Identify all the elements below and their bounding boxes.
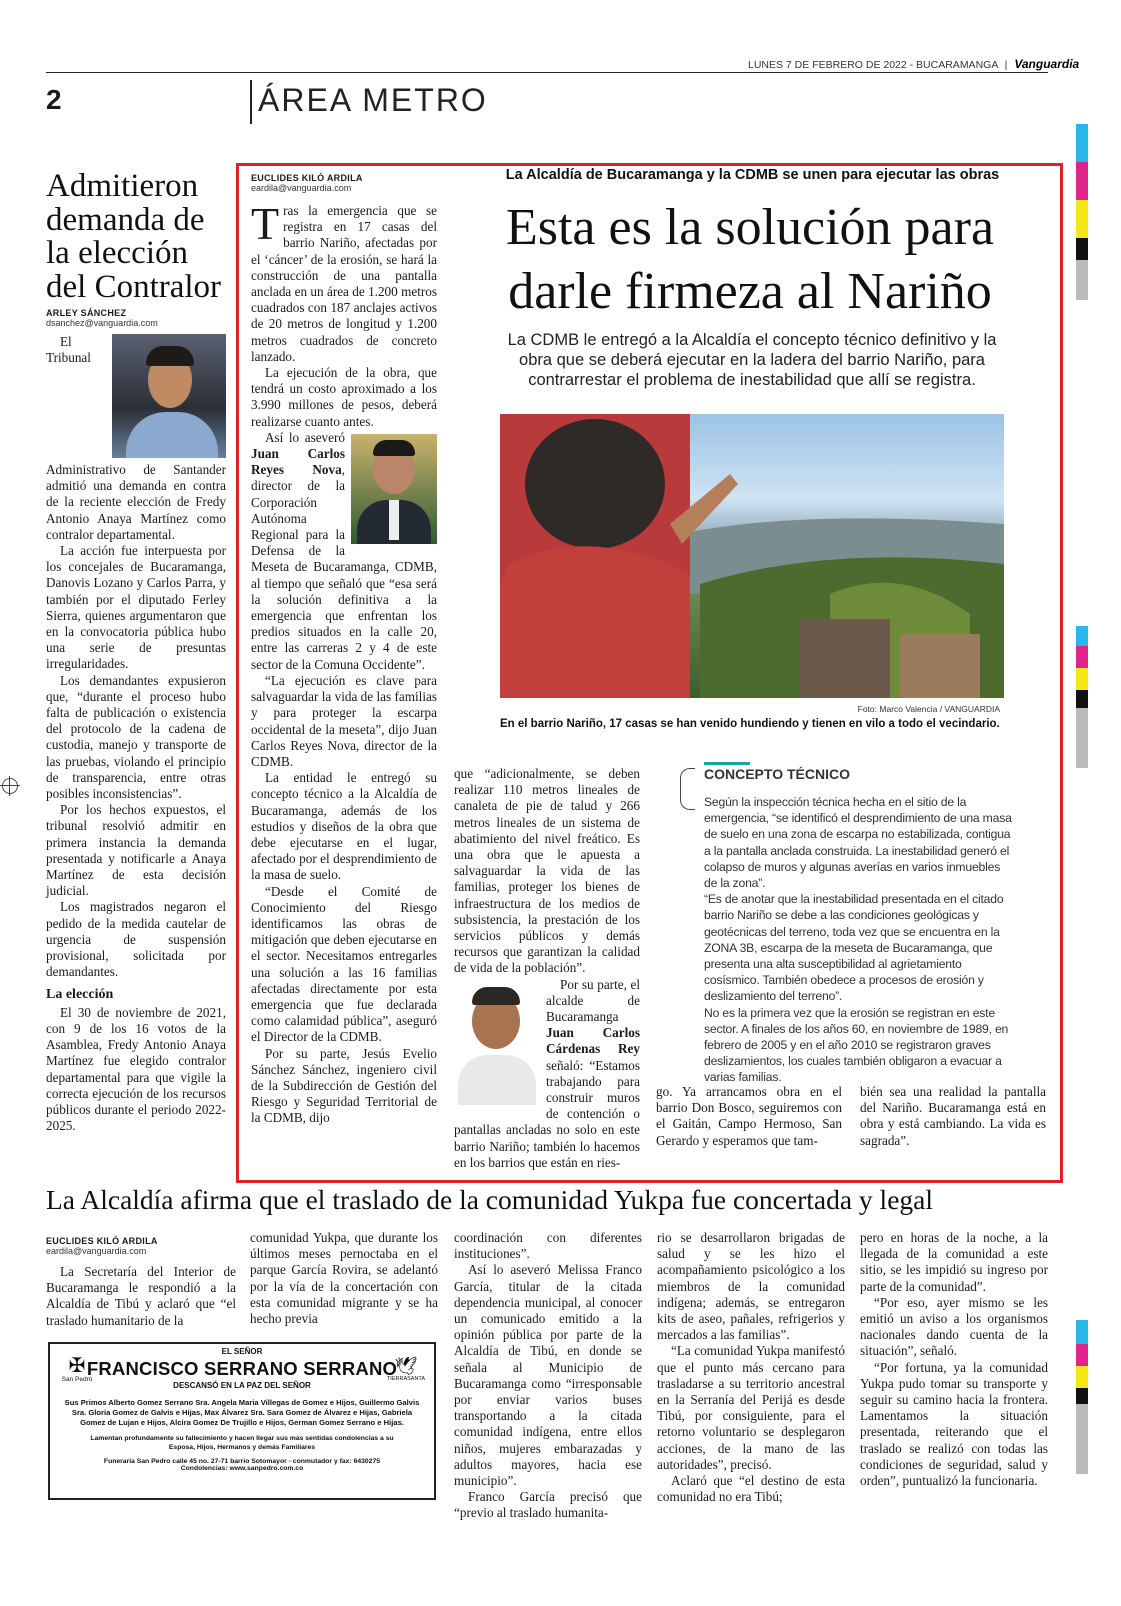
left-body: [46, 334, 226, 1134]
header-rule: [46, 72, 1048, 73]
main-photo: [500, 414, 1004, 698]
left-email: dsanchez@vanguardia.com: [46, 318, 158, 328]
section-divider: [250, 80, 252, 124]
bottom-paragraph: Así lo aseveró Melissa Franco García, titular de la citada dependencia municipal, al conocer un comunicado emitido a la opinión pública por parte de la Alcaldía de Tibú, en donde se señala al Municipio de Bucaramanga como “irresponsable por enviar varios buses transportando a la citada comunidad indígena, entre ellos niños, mujeres embarazadas y adultos mayores, hacia ese municipio”.: [454, 1262, 642, 1489]
photo-caption: En el barrio Nariño, 17 casas se han venido hundiendo y tienen en vilo a todo el vecindario.: [500, 718, 1000, 730]
main-column-4: [860, 1084, 1046, 1149]
left-paragraph: El 30 de noviembre de 2021, con 9 de los 16 votos de la Asamblea, Fredy Antonio Anaya Martínez fue elegido contralor departamental para que vigile la correcta ejecución de los recursos públicos durante el periodo 2022-2025.: [46, 1004, 226, 1134]
bottom-column-2: [250, 1230, 438, 1327]
gray-swatch: [1076, 1404, 1088, 1474]
left-subhead: La elección: [46, 986, 114, 1002]
obituary-family: Sus Primos Alberto Gomez Serrano Sra. Angela Maria Villegas de Gomez e Hijos, Guillermo Galvis Sra. Gloria Gomez de Galvis e Hijas, Max Álvarez Sra. Sara Gomez de Álvarez e Hijas, Gabriela Gomez de Lujan e Hijos, Alcira Gomez De Trujillo e Hijos, German Gomez Serrano e Hijas.: [64, 1398, 420, 1427]
cyan-swatch: [1076, 1320, 1088, 1344]
yellow-swatch: [1076, 200, 1088, 238]
bottom-column-1: [46, 1264, 236, 1329]
obituary-notice: [48, 1342, 436, 1500]
cyan-swatch: [1076, 626, 1088, 646]
main-text: Por su parte, el alcalde de Bucaramanga: [546, 976, 640, 1025]
obituary-condolences: Condolencias: www.sanpedro.com.co: [180, 1465, 304, 1472]
main-paragraph: “Desde el Comité de Conocimiento del Riesgo identificamos las obras de mitigación que deben ejecutarse en el sector. Necesitamos entregarles una solución a las 16 familias afectadas directamente por esta emergencia que fue declarada como calamidad pública”, aseguró el Director de la CDMB.: [251, 883, 437, 1045]
cemetery-logo-label: TIERRASANTA: [386, 1376, 426, 1382]
main-text: señaló: “Estamos trabajando para construir muros de contención o pantallas ancladas no solo en este barrio Nariño; también lo hacemos en los barrios que están en ries-: [454, 1057, 640, 1170]
black-swatch: [1076, 238, 1088, 260]
left-paragraph: El Tribunal Administrativo de Santander admitió una demanda en contra de la reciente elección de Fredy Antonio Anaya Martínez como contralor departamental.: [46, 334, 226, 542]
main-paragraph: bién sea una realidad la pantalla del Nariño. Bucaramanga está en obra y está cambiando. La vida es sagrada”.: [860, 1084, 1046, 1148]
yellow-swatch: [1076, 668, 1088, 690]
section-title: ÁREA METRO: [258, 82, 488, 118]
main-column-1: [251, 198, 437, 1127]
magenta-swatch: [1076, 646, 1088, 668]
main-paragraph: go. Ya arrancamos obra en el barrio Don Bosco, seguiremos con el Gaitán, Campo Hermoso, San Gerardo y esperamos que tam-: [656, 1084, 842, 1148]
concept-box-rule: [704, 762, 750, 765]
bottom-paragraph: “Por fortuna, ya la comunidad Yukpa pudo tomar su transporte y seguir su camino hacia la frontera. Lamentamos la situación presentada, reiterando que el traslado se realizó con todas las condiciones de seguridad, salud y orden”, puntualizó la funcionaria.: [860, 1359, 1048, 1489]
concept-box-title: CONCEPTO TÉCNICO: [704, 766, 850, 782]
person-name: Juan Carlos Cárdenas Rey: [546, 1025, 640, 1057]
bottom-paragraph: coordinación con diferentes instituciones”.: [454, 1230, 642, 1262]
left-author: ARLEY SÁNCHEZ: [46, 308, 127, 318]
main-headline: Esta es la solución para darle firmeza al Nariño: [505, 199, 995, 320]
concept-box-body: [704, 794, 1012, 1086]
bottom-paragraph: Aclaró que “el destino de esta comunidad no era Tibú;: [657, 1473, 845, 1505]
bottom-paragraph: pero en horas de la noche, a la llegada de la comunidad a este sitio, se les impidió su ingreso por parte de la comunidad”.: [860, 1230, 1048, 1294]
left-headline: Admitieron demanda de la elección del Contralor: [46, 168, 222, 305]
bottom-email: eardila@vanguardia.com: [46, 1246, 147, 1256]
color-registration-bar: [1076, 626, 1088, 768]
brand-logo: Vanguardia: [1014, 57, 1080, 71]
magenta-swatch: [1076, 162, 1088, 200]
obituary-name: FRANCISCO SERRANO SERRANO: [86, 1358, 398, 1379]
main-author: EUCLIDES KILÓ ARDILA: [251, 173, 363, 183]
main-paragraph: “La ejecución es clave para salvaguardar la vida de las familias y para proteger la escarpa occidental de la meseta”, dijo Juan Carlos Reyes Nova, director de la CDMB.: [251, 672, 437, 769]
date-line: [748, 57, 1079, 71]
yellow-swatch: [1076, 1366, 1088, 1388]
header-separator: |: [1004, 59, 1008, 71]
bottom-paragraph: rio se desarrollaron brigadas de salud y se les hizo el acompañamiento psicológico a los miembros de la comunidad indígena; además, se entregaron kits de aseo, pañales, refrigerios y mercados a las familias”.: [657, 1230, 845, 1343]
concept-box: [672, 760, 1012, 1086]
bottom-paragraph: “La comunidad Yukpa manifestó que el punto más cercano para trasladarse a su territorio ancestral en la Serranía del Perijá es desde Tibú, por consiguiente, para el retorno voluntario se desplegaron acciones, de la mano de las autoridades”, precisó.: [657, 1343, 845, 1472]
color-registration-bar: [1076, 1320, 1088, 1474]
bottom-paragraph: La Secretaría del Interior de Bucaramanga le respondió a la Alcaldía de Tibú y aclaró que “el traslado humanitario de la: [46, 1264, 236, 1328]
main-deck: La CDMB le entregó a la Alcaldía el concepto técnico definitivo y la obra que se deberá ejecutar en la ladera del barrio Nariño, para contrarrestar el problema de inestabilidad que allí se registra.: [507, 331, 997, 389]
dove-icon: 🕊: [394, 1356, 418, 1376]
black-swatch: [1076, 690, 1088, 708]
main-paragraph: que “adicionalmente, se deben realizar 110 metros lineales de canaleta de pie de talud y 266 metros lineales de un sistema de abatimiento del nivel freático. Es una obra que le apuesta a salvaguardar la vida de las familias, proteger los bienes de infraestructura de los medios de subsistencia, la prestación de los servicios públicos y demás recursos que garantizan la calidad de vida de la población”.: [454, 766, 640, 976]
concept-paragraph: No es la primera vez que la erosión se registran en este sector. A finales de los años 60, en noviembre de 1989, en febrero de 2005 y en el año 2010 se registraron graves deslizamientos, los cuales también obligaron a evacuar a varias familias.: [704, 1005, 1009, 1085]
gray-swatch: [1076, 708, 1088, 768]
cross-icon: ✠: [68, 1355, 86, 1377]
drop-cap: T: [251, 198, 280, 249]
funeral-home-logo-label: San Pedro: [61, 1376, 93, 1383]
obituary-top: EL SEÑOR: [221, 1347, 263, 1356]
page-number: 2: [46, 84, 62, 115]
obituary-rest: DESCANSÓ EN LA PAZ DEL SEÑOR: [173, 1381, 311, 1390]
portrait-photo: [112, 334, 226, 458]
main-column-3: [656, 1084, 842, 1149]
left-paragraph: Los magistrados negaron el pedido de la medida cautelar de urgencia de suspensión provisional, solicitada por demandantes.: [46, 899, 226, 980]
photo-scene: [500, 414, 1004, 698]
bottom-headline: La Alcaldía afirma que el traslado de la comunidad Yukpa fue concertada y legal: [46, 1184, 933, 1215]
main-text: Así lo aseveró: [265, 429, 345, 445]
director-portrait: [351, 434, 437, 544]
cyan-swatch: [1076, 124, 1088, 162]
bottom-paragraph: Franco García precisó que “previo al traslado humanita-: [454, 1489, 642, 1521]
person-name: Juan Carlos Reyes Nova: [251, 446, 345, 478]
main-first-paragraph: [251, 198, 437, 365]
mayor-portrait: [454, 981, 540, 1105]
concept-paragraph: “Es de anotar que la inestabilidad presentada en el citado barrio Nariño se debe a las condiciones geológicas y geotécnicas del terreno, toda vez que se encuentra en la ZONA 3B, escarpa de la meseta de Bucaramanga, que presenta una alta susceptibilidad al agrietamiento cosísmico. También obedece a procesos de erosión y deslizamiento del terreno”.: [704, 892, 1004, 1004]
concept-box-brace: [680, 768, 695, 810]
left-paragraph: Por los hechos expuestos, el tribunal resolvió admitir en primera instancia la demanda presentada y notificarle a Anaya Martínez de esta decisión judicial.: [46, 802, 226, 899]
bottom-column-4: [657, 1230, 845, 1505]
obituary-logo-right: [386, 1356, 426, 1382]
left-article: [46, 170, 226, 1134]
bottom-paragraph: comunidad Yukpa, que durante los últimos meses pernoctaba en el parque García Rovira, se adelantó por la vía de la concertación con esta comunidad migrante y se ha hecho previa: [250, 1230, 438, 1327]
left-paragraph: Los demandantes expusieron que, “durante el proceso hubo falta de publicación o existencia del protocolo de la cadena de custodia, manejo y transporte de las pruebas, violando el principio de transparencia, entre otras posibles inconsistencias”.: [46, 672, 226, 802]
gray-swatch: [1076, 260, 1088, 300]
main-email: eardila@vanguardia.com: [251, 183, 352, 193]
main-kicker: La Alcaldía de Bucaramanga y la CDMB se unen para ejecutar las obras: [505, 167, 1000, 183]
obituary-logo-left: [60, 1356, 94, 1383]
bottom-column-3: [454, 1230, 642, 1522]
main-paragraph: La ejecución de la obra, que tendrá un costo aproximado a los 3.990 millones de pesos, deberá realizarse cuanto antes.: [251, 365, 437, 429]
magenta-swatch: [1076, 1344, 1088, 1366]
main-paragraph: La entidad le entregó su concepto técnico a la Alcaldía de Bucaramanga, además de los estudios y diseños de la obra que debe ejecutarse en el lugar, afectado por el desprendimiento de la masa de suelo.: [251, 770, 437, 883]
main-lead-text: ras la emergencia que se registra en 17 casas del barrio Nariño, afectadas por el ‘cáncer’ de la erosión, se hará la construcción de una pantalla anclada en un área de 1.200 metros cuadrados con 187 anclajes activos de 20 metros de longitud y 1.200 metros cuadrados de concreto lanzado.: [251, 203, 437, 364]
obituary-funeral: Funeraria San Pedro calle 45 no. 27-71 barrio Sotomayor - conmutador y fax: 6430275: [103, 1458, 381, 1465]
date-text: LUNES 7 DE FEBRERO DE 2022 - BUCARAMANGA: [748, 59, 998, 71]
main-text: , director de la Corporación Autónoma Regional para la Defensa de la Meseta de Bucaramanga, CDMB, al tiempo que señaló que “esa será la solución definitiva a la emergencia que enfrentan los predios situados en la calle 20, entre las carreras 2 y 4 de este sector de la Comuna Occidente”.: [251, 462, 437, 672]
bottom-byline: [46, 1236, 158, 1256]
main-paragraph: Por su parte, Jesús Evelio Sánchez Sánchez, ingeniero civil de la Subdirección de Gestión del Riesgo y Seguridad Territorial de la CDMB, dijo: [251, 1045, 437, 1126]
left-paragraph: La acción fue interpuesta por los concejales de Bucaramanga, Danovis Lozano y Carlos Parra, y también por el diputado Ferley Sierra, quienes argumentaron que en la convocatoria pública hubo una serie de presuntas irregularidades.: [46, 543, 226, 672]
bottom-column-5: [860, 1230, 1048, 1489]
crosshair-icon: [2, 778, 18, 794]
color-registration-bar: [1076, 124, 1088, 300]
bottom-paragraph: “Por eso, ayer mismo se les emitió un aviso a los organismos nacionales dando cuenta de la situación”, señaló.: [860, 1294, 1048, 1359]
main-column-2: [454, 766, 640, 1171]
concept-paragraph: Según la inspección técnica hecha en el sitio de la emergencia, “se identificó el desprendimiento de una masa de suelo en una zona de escarpa no estabilizada, contigua a la pantalla anclada construida. La inestabilidad generó el colapso de muros y algunas averías en varios inmuebles de la zona”.: [704, 795, 1012, 891]
main-byline: [251, 173, 363, 193]
obituary-message: Lamentan profundamente su fallecimiento y hacen llegar sus más sentidas condolencias a su Esposa, Hijos, Hermanos y demás Familiares: [90, 1435, 394, 1451]
bottom-author: EUCLIDES KILÓ ARDILA: [46, 1236, 158, 1246]
photo-credit: Foto: Marco Valencia / VANGUARDIA: [857, 704, 1000, 714]
black-swatch: [1076, 1388, 1088, 1404]
